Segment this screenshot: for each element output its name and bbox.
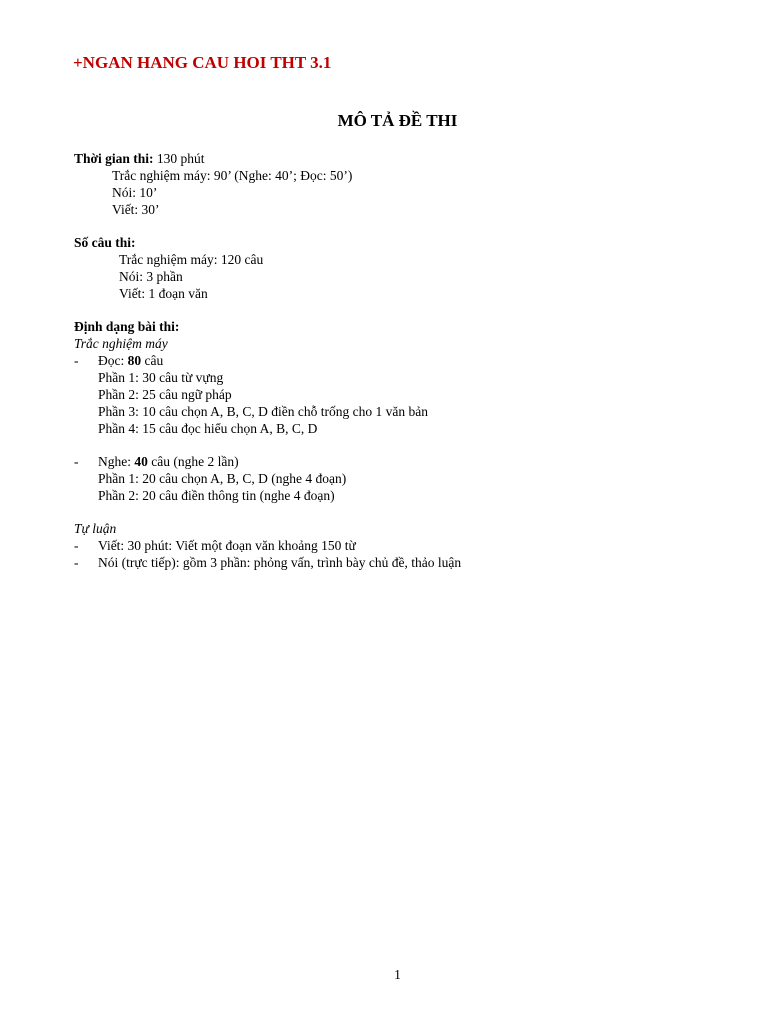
document-heading: +NGAN HANG CAU HOI THT 3.1 [73,53,332,72]
time-label: Thời gian thi: [74,151,154,166]
listening-line [98,453,239,470]
listening-dash: - [74,454,79,469]
time-section [74,150,205,167]
listening-suffix: câu (nghe 2 lần) [147,454,239,469]
reading-part-4: Phần 4: 15 câu đọc hiểu chọn A, B, C, D [98,421,318,436]
count-label: Số câu thi: [74,235,136,250]
listening-part-1: Phần 1: 20 câu chọn A, B, C, D (nghe 4 đoạn) [98,471,347,486]
reading-line [98,352,163,369]
reading-dash: - [74,353,79,368]
reading-part-1: Phần 1: 30 câu từ vựng [98,370,224,385]
time-item-writing: Viết: 30’ [112,202,160,217]
essay-writing-item: Viết: 30 phút: Viết một đoạn văn khoảng 150 từ [98,538,356,553]
reading-prefix: Đọc: [98,353,128,368]
essay-speaking-item: Nói (trực tiếp): gồm 3 phần: phỏng vấn, trình bày chủ đề, thảo luận [98,555,462,570]
reading-part-2: Phần 2: 25 câu ngữ pháp [98,387,232,402]
mcq-label: Trắc nghiệm máy [74,336,168,351]
essay-speaking-dash: - [74,555,79,570]
listening-count: 40 [134,454,148,469]
count-item-speaking: Nói: 3 phần [119,269,183,284]
reading-part-3: Phần 3: 10 câu chọn A, B, C, D điền chỗ trống cho 1 văn bản [98,404,428,419]
time-item-mcq: Trắc nghiệm máy: 90’ (Nghe: 40’; Đọc: 50’) [112,168,353,183]
format-label: Định dạng bài thi: [74,319,180,334]
count-item-mcq: Trắc nghiệm máy: 120 câu [119,252,264,267]
time-value: 130 phút [153,151,205,166]
listening-part-2: Phần 2: 20 câu điền thông tin (nghe 4 đoạn) [98,488,335,503]
listening-prefix: Nghe: [98,454,135,469]
page-number: 1 [394,967,401,982]
reading-suffix: câu [141,353,164,368]
essay-writing-dash: - [74,538,79,553]
time-item-speaking: Nói: 10’ [112,185,158,200]
count-item-writing: Viết: 1 đoạn văn [119,286,208,301]
document-title: MÔ TẢ ĐỀ THI [337,111,458,130]
essay-label: Tự luận [74,521,117,536]
reading-count: 80 [127,353,142,368]
